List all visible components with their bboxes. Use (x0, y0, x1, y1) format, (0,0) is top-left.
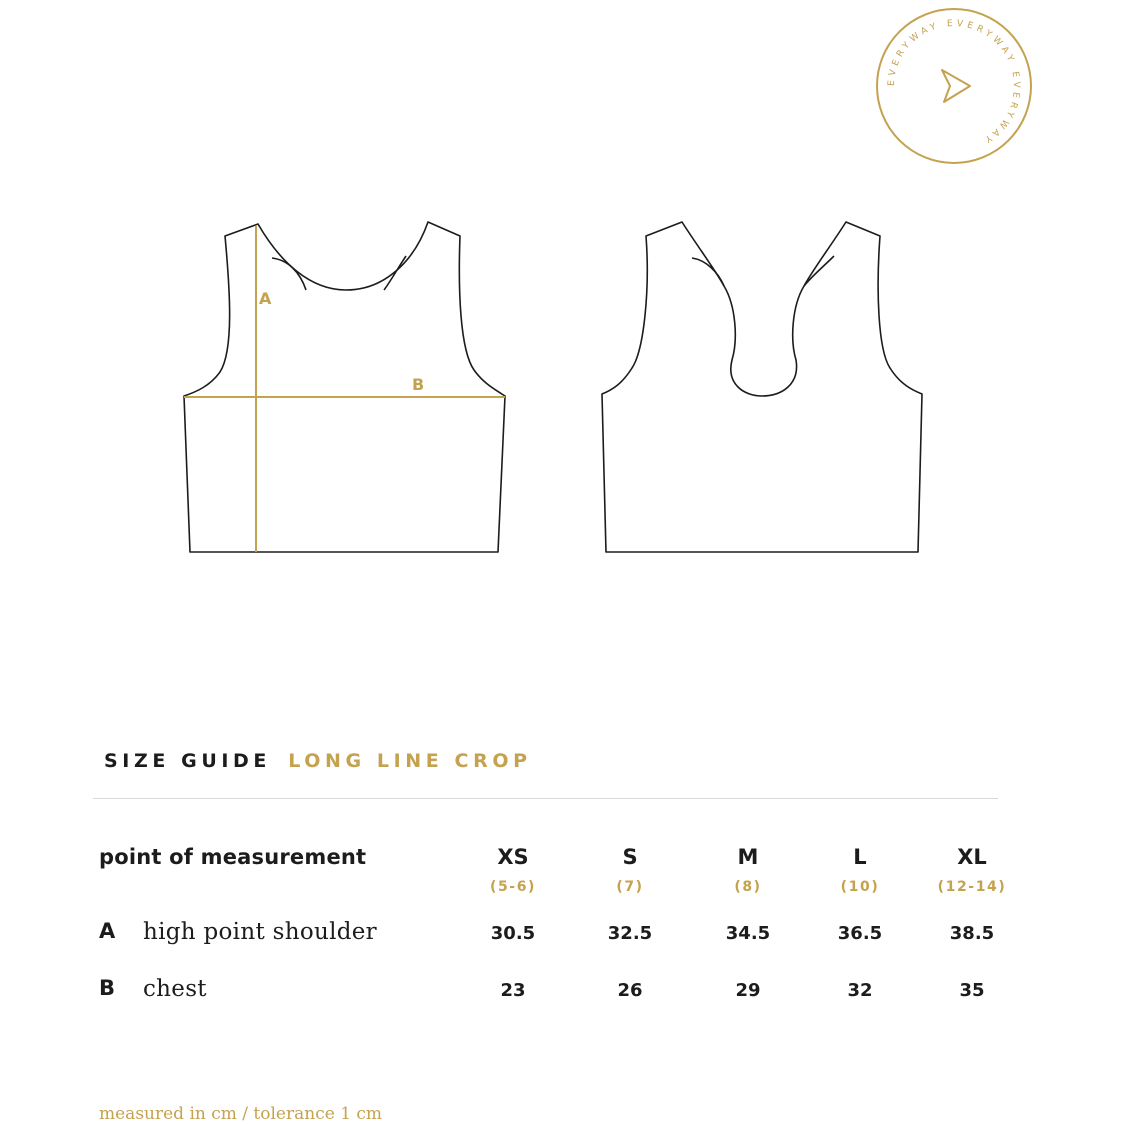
row-b-label: chest (143, 976, 207, 1002)
size-xs-uk: (5-6) (489, 879, 537, 895)
heading-product: LONG LINE CROP (288, 750, 532, 772)
front-view-drawing (184, 222, 505, 552)
size-guide-heading (104, 750, 532, 772)
back-view-drawing (602, 222, 922, 552)
row-a-xl-value: 38.5 (949, 923, 995, 944)
row-b-key: B (99, 976, 116, 1000)
divider (93, 798, 998, 799)
size-xl: XL (957, 845, 987, 869)
footnote: measured in cm / tolerance 1 cm (99, 1104, 383, 1124)
point-of-measurement-header: point of measurement (99, 845, 367, 869)
label-b: B (412, 375, 425, 394)
row-a-l-value: 36.5 (837, 923, 883, 944)
row-b-m-value: 29 (735, 980, 761, 1001)
size-s: S (622, 845, 638, 869)
logo-ring-text: EVERYWAY EVERYWAY EVERYWAY (886, 18, 1022, 146)
size-m-uk: (8) (734, 879, 762, 895)
row-a-xs-value: 30.5 (490, 923, 536, 944)
row-a-s-value: 32.5 (607, 923, 653, 944)
heading-prefix: SIZE GUIDE (104, 750, 271, 772)
row-b-s-value: 26 (617, 980, 643, 1001)
row-a-m-value: 34.5 (725, 923, 771, 944)
row-b-xl-value: 35 (959, 980, 985, 1001)
label-a: A (259, 289, 272, 308)
size-s-uk: (7) (616, 879, 644, 895)
row-b-xs-value: 23 (500, 980, 526, 1001)
size-l: L (853, 845, 867, 869)
row-a-label: high point shoulder (143, 919, 377, 945)
size-m: M (737, 845, 759, 869)
size-l-uk: (10) (840, 879, 880, 895)
size-xl-uk: (12-14) (937, 879, 1007, 895)
row-a-key: A (99, 919, 116, 943)
measurement-lines (184, 226, 505, 552)
row-b-l-value: 32 (847, 980, 873, 1001)
size-xs: XS (497, 845, 529, 869)
